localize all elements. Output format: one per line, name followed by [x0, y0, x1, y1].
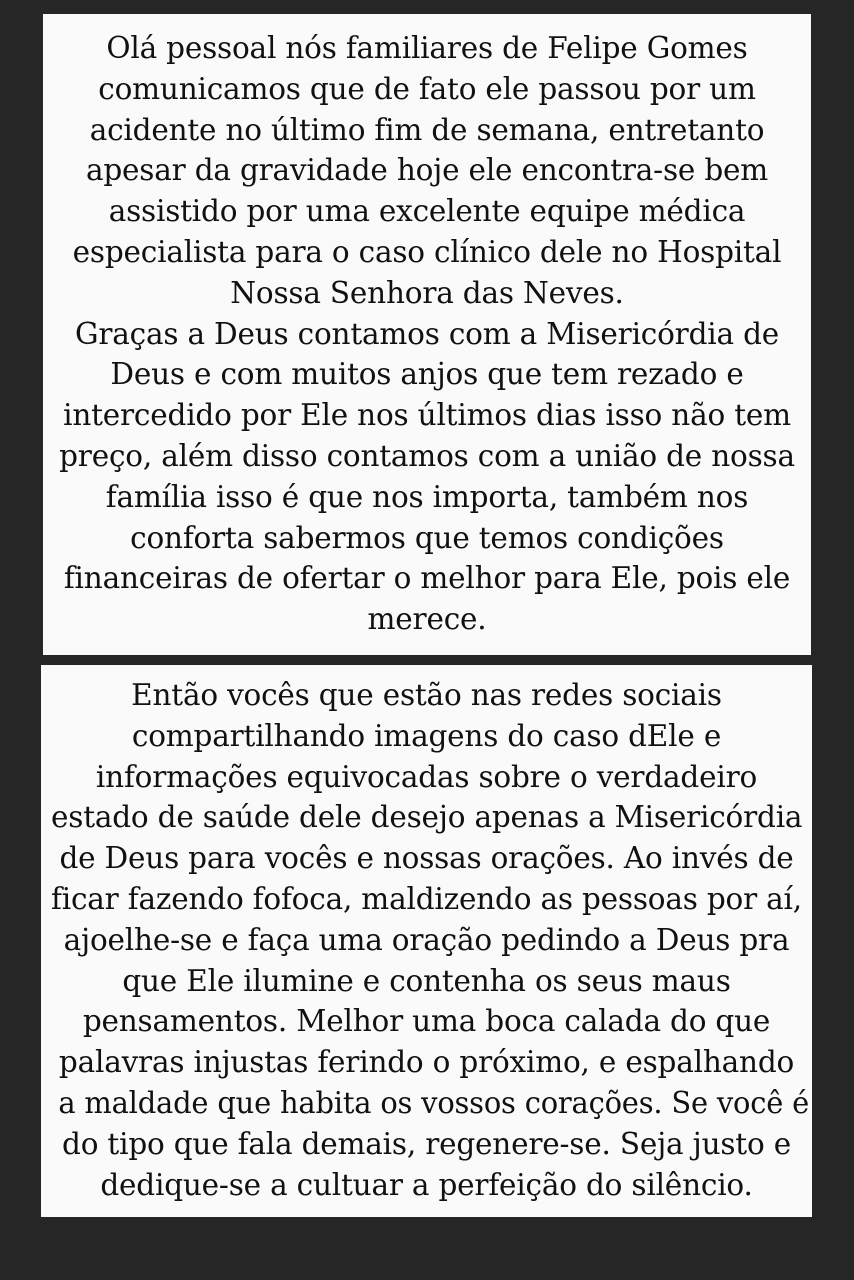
text-line: do tipo que fala demais, regenere-se. Seja justo e	[62, 1126, 791, 1161]
text-line: dedique-se a cultuar a perfeição do silêncio.	[100, 1167, 753, 1202]
text-line: família isso é que nos importa, também nos	[105, 479, 749, 514]
text-line: a maldade que habita os vossos corações. Se você é	[58, 1085, 810, 1120]
text-line: que Ele ilumine e contenha os seus maus	[122, 963, 731, 998]
text-line: ficar fazendo fofoca, maldizendo as pessoas por aí,	[51, 881, 802, 916]
text-line: preço, além disso contamos com a união de nossa	[59, 438, 795, 473]
text-line: financeiras de ofertar o melhor para Ele, pois ele	[63, 561, 791, 596]
text-card-message-to-social-media	[41, 665, 812, 1217]
text-line: palavras injustas ferindo o próximo, e espalhando	[58, 1045, 795, 1080]
text-line: assistido por uma excelente equipe médica	[108, 194, 746, 229]
text-line: intercedido por Ele nos últimos dias isso não tem	[63, 398, 791, 433]
text-line: informações equivocadas sobre o verdadeiro	[95, 759, 758, 794]
text-line: estado de saúde dele desejo apenas a Misericórdia	[51, 800, 803, 835]
text-line: apesar da gravidade hoje ele encontra-se bem	[85, 153, 769, 188]
text-line: Nossa Senhora das Neves.	[230, 275, 624, 310]
text-line: Deus e com muitos anjos que tem rezado e	[110, 357, 744, 392]
text-line: acidente no último fim de semana, entretanto	[89, 112, 765, 147]
text-line: compartilhando imagens do caso dEle e	[131, 718, 722, 753]
text-line: pensamentos. Melhor uma boca calada do que	[82, 1004, 771, 1039]
text-line: Graças a Deus contamos com a Misericórdia de	[74, 316, 780, 351]
text-line: comunicamos que de fato ele passou por um	[98, 71, 756, 106]
text-line: ajoelhe-se e faça uma oração pedindo a Deus pra	[63, 922, 790, 957]
text-line: Então vocês que estão nas redes sociais	[131, 678, 722, 712]
text-line: merece.	[367, 602, 487, 637]
text-line: de Deus para vocês e nossas orações. Ao invés de	[59, 841, 794, 876]
text-card-family-statement	[43, 14, 811, 655]
text-line: especialista para o caso clínico dele no Hospital	[72, 234, 782, 269]
text-line: Olá pessoal nós familiares de Felipe Gomes	[106, 31, 748, 65]
text-line: conforta sabermos que temos condições	[130, 520, 724, 555]
